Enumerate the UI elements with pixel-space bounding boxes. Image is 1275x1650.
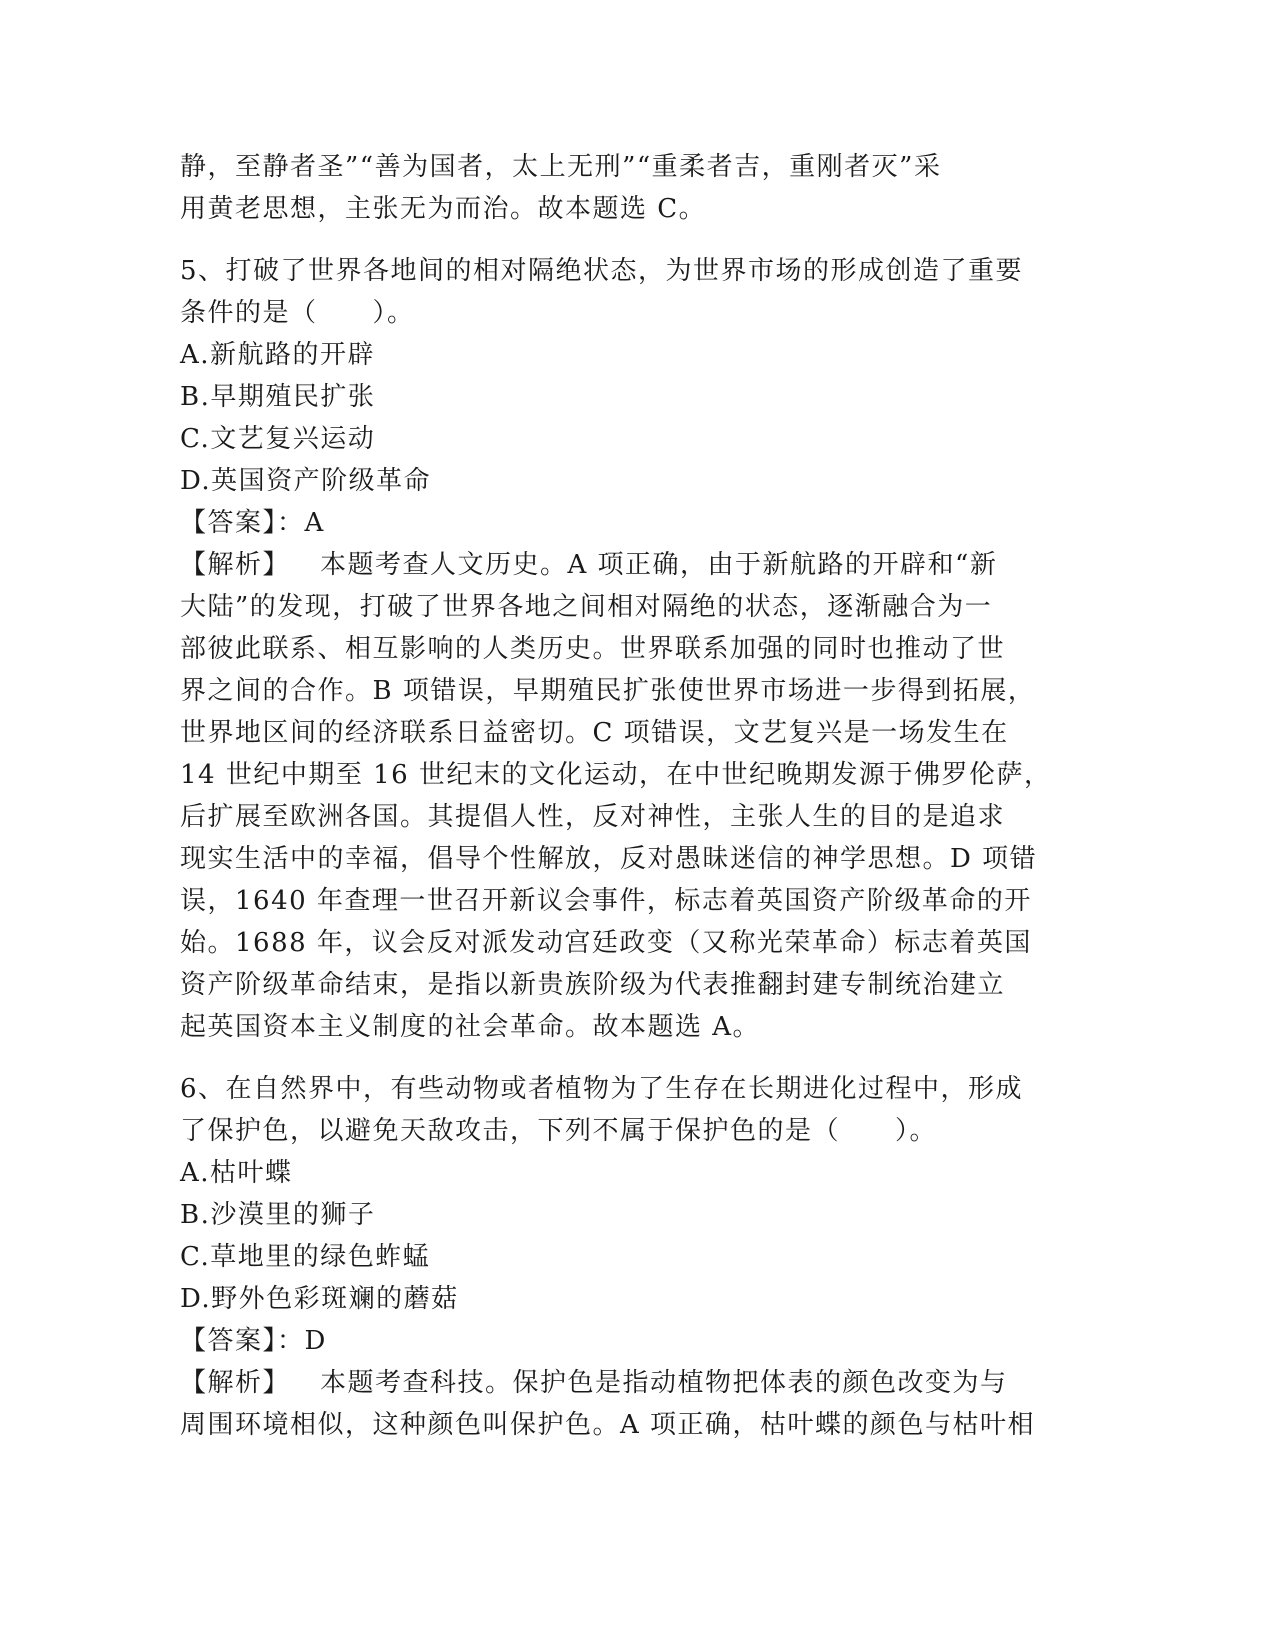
analysis-text: 世界地区间的经济联系日益密切。C 项错误，文艺复兴是一场发生在 bbox=[180, 718, 1009, 748]
analysis-text: 后扩展至欧洲各国。其提倡人性，反对神性，主张人生的目的是追求 bbox=[180, 802, 1006, 832]
answer-line bbox=[180, 502, 1080, 544]
option-a: A.新航路的开辟 bbox=[180, 340, 376, 370]
question-stem: 条件的是（ ）。 bbox=[180, 298, 415, 328]
answer-label: 【答案】： bbox=[180, 508, 305, 538]
option-b: B.早期殖民扩张 bbox=[180, 382, 376, 412]
analysis-line bbox=[180, 544, 1080, 586]
analysis-text: 周围环境相似，这种颜色叫保护色。A 项正确，枯叶蝶的颜色与枯叶相 bbox=[180, 1410, 1036, 1440]
answer-line bbox=[180, 1320, 1080, 1362]
option-d: D.英国资产阶级革命 bbox=[180, 466, 432, 496]
analysis-label: 【解析】 bbox=[180, 1368, 291, 1398]
option-c: C.文艺复兴运动 bbox=[180, 424, 376, 454]
analysis-text: 始。1688 年，议会反对派发动宫廷政变（又称光荣革命）标志着英国 bbox=[180, 928, 1032, 958]
question-6 bbox=[180, 1068, 1080, 1446]
option-a: A.枯叶蝶 bbox=[180, 1158, 293, 1188]
document-page bbox=[180, 146, 1080, 1446]
question-stem: 了保护色，以避免天敌攻击，下列不属于保护色的是（ ）。 bbox=[180, 1116, 938, 1146]
analysis-text: 本题考查人文历史。A 项正确，由于新航路的开辟和“新 bbox=[320, 550, 998, 580]
text-line: 静，至静者圣”“善为国者，太上无刑”“重柔者吉，重刚者灭”采 bbox=[180, 152, 942, 182]
analysis-line bbox=[180, 1362, 1080, 1404]
analysis-text: 14 世纪中期至 16 世纪末的文化运动，在中世纪晚期发源于佛罗伦萨， bbox=[180, 760, 1052, 790]
option-b: B.沙漠里的狮子 bbox=[180, 1200, 376, 1230]
analysis-text: 资产阶级革命结束，是指以新贵族阶级为代表推翻封建专制统治建立 bbox=[180, 970, 1006, 1000]
answer-value: D bbox=[304, 1326, 327, 1356]
previous-explanation-tail bbox=[180, 146, 1080, 230]
option-d: D.野外色彩斑斓的蘑菇 bbox=[180, 1284, 459, 1314]
analysis-label: 【解析】 bbox=[180, 550, 291, 580]
analysis-text: 本题考查科技。保护色是指动植物把体表的颜色改变为与 bbox=[320, 1368, 1008, 1398]
answer-label: 【答案】： bbox=[180, 1326, 305, 1356]
text-line: 用黄老思想，主张无为而治。故本题选 C。 bbox=[180, 194, 707, 224]
analysis-text: 部彼此联系、相互影响的人类历史。世界联系加强的同时也推动了世 bbox=[180, 634, 1006, 664]
question-5 bbox=[180, 250, 1080, 1048]
answer-value: A bbox=[304, 508, 325, 538]
analysis-text: 起英国资本主义制度的社会革命。故本题选 A。 bbox=[180, 1012, 761, 1042]
analysis-text: 大陆”的发现，打破了世界各地之间相对隔绝的状态，逐渐融合为一 bbox=[180, 592, 993, 622]
option-c: C.草地里的绿色蚱蜢 bbox=[180, 1242, 431, 1272]
analysis-text: 误，1640 年查理一世召开新议会事件，标志着英国资产阶级革命的开 bbox=[180, 886, 1032, 916]
question-stem: 6、在自然界中，有些动物或者植物为了生存在长期进化过程中，形成 bbox=[180, 1074, 1024, 1104]
analysis-text: 现实生活中的幸福，倡导个性解放，反对愚昧迷信的神学思想。D 项错 bbox=[180, 844, 1038, 874]
question-stem: 5、打破了世界各地间的相对隔绝状态，为世界市场的形成创造了重要 bbox=[180, 256, 1024, 286]
analysis-text: 界之间的合作。B 项错误，早期殖民扩张使世界市场进一步得到拓展， bbox=[180, 676, 1036, 706]
